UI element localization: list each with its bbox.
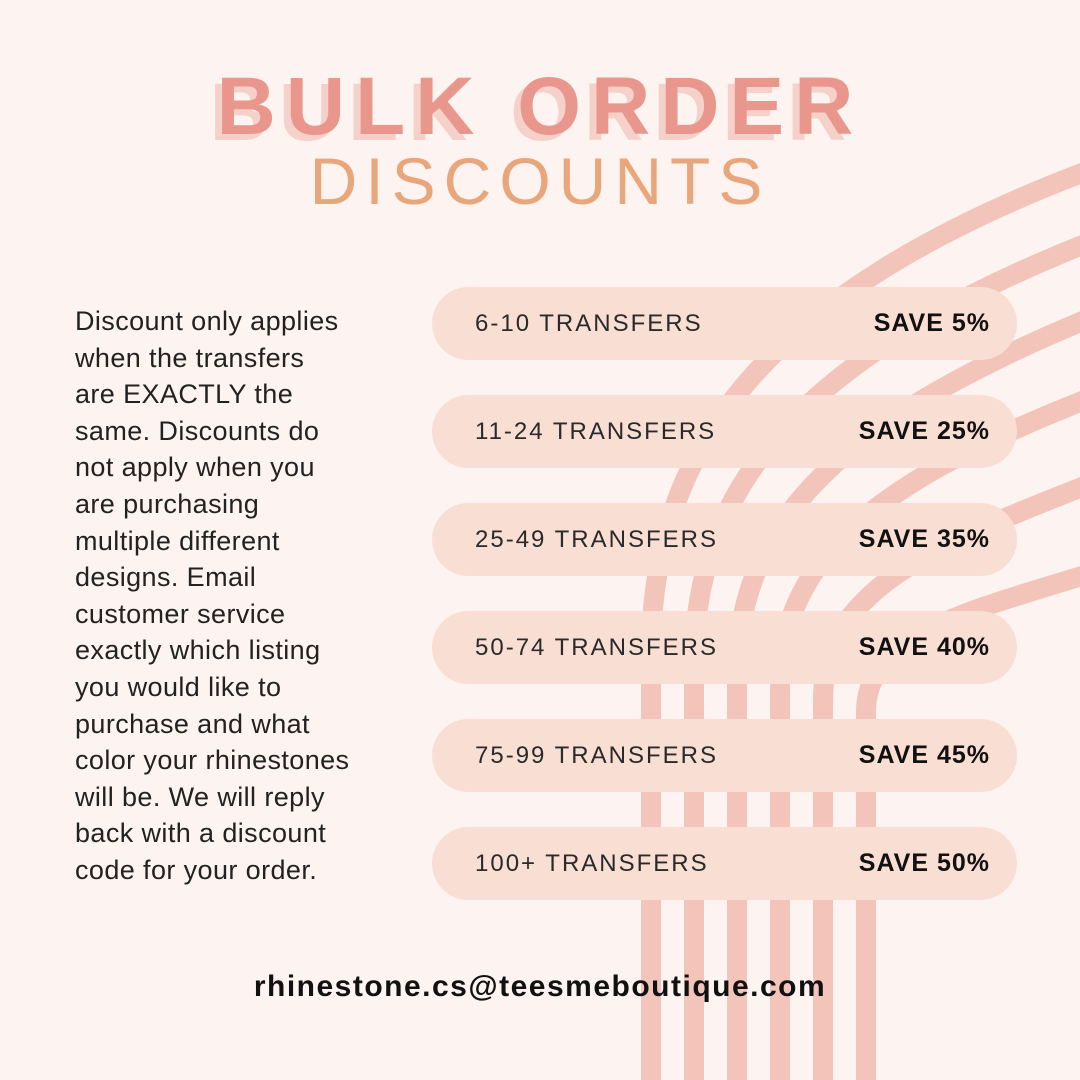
policy-line: you would like to [75, 671, 282, 702]
page-subtitle: DISCOUNTS [309, 144, 771, 218]
tier-save-label: SAVE 5% [873, 309, 990, 337]
page-title: BULK ORDER [216, 61, 864, 152]
tier-save-label: SAVE 35% [858, 525, 990, 553]
tier-save-label: SAVE 50% [858, 849, 990, 877]
discount-policy-text [75, 303, 405, 889]
policy-line: are EXACTLY the [75, 379, 294, 410]
discount-tier-row [432, 395, 1017, 468]
tier-range-label: 100+ TRANSFERS [475, 849, 709, 877]
tier-save-label: SAVE 25% [858, 417, 990, 445]
policy-line: exactly which listing [75, 635, 321, 666]
tier-range-label: 50-74 TRANSFERS [475, 633, 718, 661]
discount-tier-row [432, 827, 1017, 900]
tier-range-label: 6-10 TRANSFERS [475, 309, 703, 337]
tier-save-label: SAVE 45% [858, 741, 990, 769]
discount-tier-list [432, 287, 1017, 900]
tier-range-label: 11-24 TRANSFERS [475, 417, 717, 445]
policy-line: code for your order. [75, 854, 318, 885]
policy-line: customer service [75, 598, 286, 629]
policy-line: when the transfers [75, 342, 305, 373]
policy-line: Discount only applies [75, 306, 339, 336]
tier-save-label: SAVE 40% [858, 633, 990, 661]
tier-range-label: 75-99 TRANSFERS [475, 741, 718, 769]
policy-line: color your rhinestones [75, 745, 350, 776]
discount-tier-row [432, 719, 1017, 792]
policy-line: same. Discounts do [75, 415, 320, 446]
policy-line: multiple different [75, 525, 280, 556]
discount-tier-row [432, 503, 1017, 576]
tier-range-label: 25-49 TRANSFERS [475, 525, 718, 553]
policy-line: back with a discount [75, 818, 327, 849]
discount-tier-row [432, 611, 1017, 684]
discount-tier-row [432, 287, 1017, 360]
policy-line: not apply when you [75, 452, 315, 483]
policy-line: will be. We will reply [75, 781, 325, 812]
policy-line: purchase and what [75, 708, 310, 739]
contact-email: rhinestone.cs@teesmeboutique.com [253, 970, 827, 1003]
policy-line: are purchasing [75, 488, 260, 519]
policy-line: designs. Email [75, 562, 257, 593]
